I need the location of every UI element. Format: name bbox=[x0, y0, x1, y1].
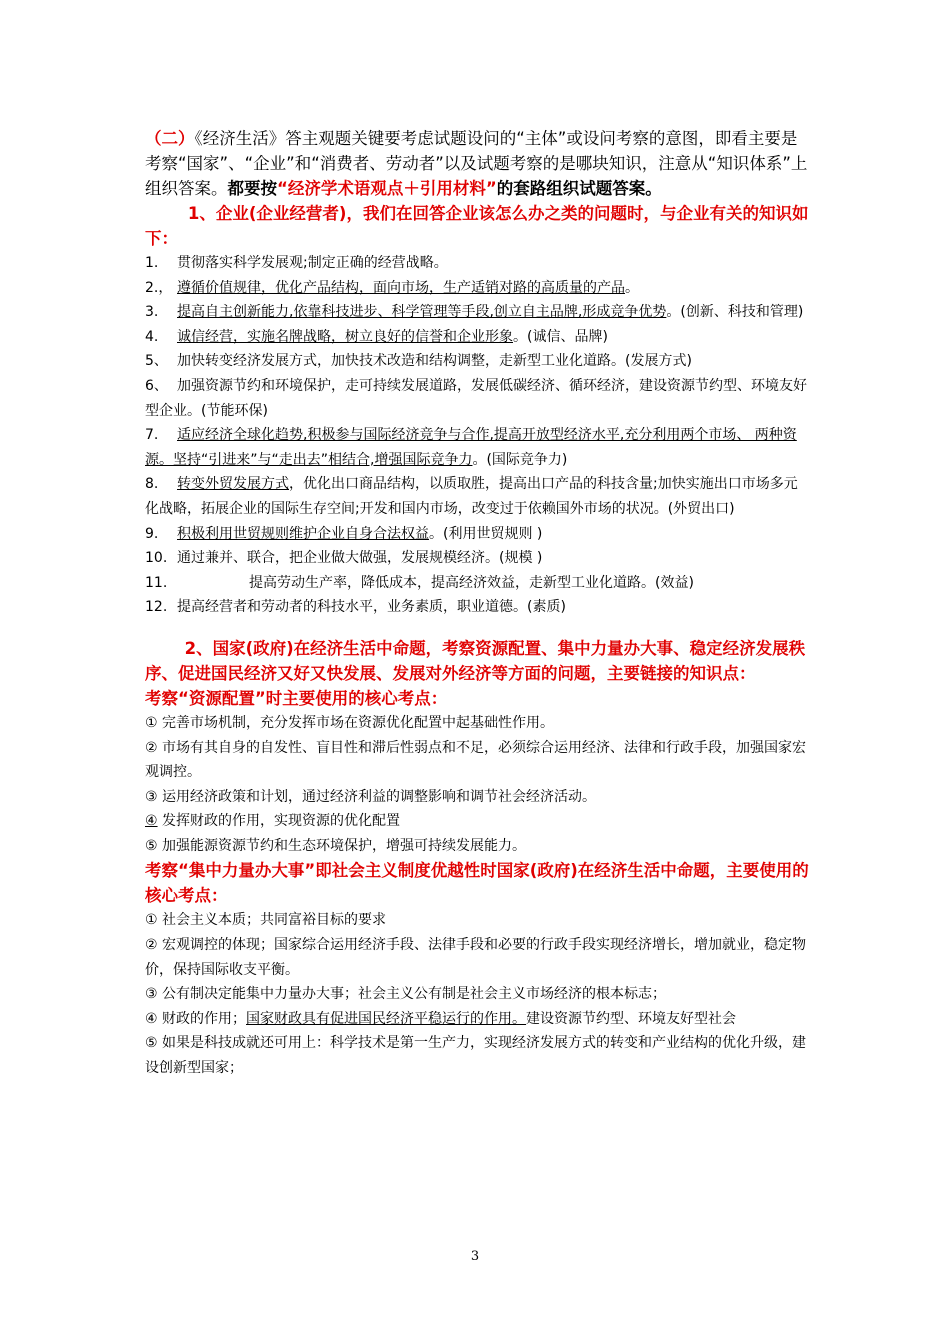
section2-heading: 2、国家(政府)在经济生活中命题，考察资源配置、集中力量办大事、稳定经济发展秩序、促进国民经济又好又快发展、发展对外经济等方面的问题，主要链接的知识点： bbox=[145, 638, 806, 683]
document-page bbox=[145, 126, 810, 1081]
section2-list1 bbox=[145, 711, 810, 859]
item-number: 4. bbox=[145, 328, 159, 345]
intro-body: 《经济生活》答主观题关键要考虑试题设问的“主体”或设问考察的意图，即看主要是考察“国家”、“企业”和“消费者、劳动者”以及试题考察的是哪块知识，注意从“知识体系”上组织答案。 bbox=[145, 129, 808, 198]
item-text: 。(诚信、品牌) bbox=[513, 328, 608, 345]
list-item bbox=[145, 300, 810, 325]
item-text: ，优化出口商品结构，以质取胜，提高出口产品的科技含量;加快实施出口市场多元化战略，拓展企业的国际生存空间;开发和国内市场，改变过于依赖国外市场的状况。(外贸出口) bbox=[145, 476, 798, 517]
list-item: ① 社会主义本质；共同富裕目标的要求 bbox=[145, 912, 386, 929]
item-text: 提高劳动生产率，降低成本，提高经济效益，走新型工业化道路。(效益) bbox=[249, 574, 694, 591]
section2-sub1: 考察“资源配置”时主要使用的核心考点： bbox=[145, 688, 448, 708]
list-item: ③ 运用经济政策和计划，通过经济利益的调整影响和调节社会经济活动。 bbox=[145, 788, 596, 805]
section1-list bbox=[145, 251, 810, 620]
item-underlined-text: 积极利用世贸规则维护企业自身合法权益 bbox=[177, 525, 429, 542]
item-number: 5、 bbox=[145, 353, 168, 370]
item-number: 8. bbox=[145, 476, 159, 493]
list-item: ② 宏观调控的体现；国家综合运用经济手段、法律手段和必要的行政手段实现经济增长，增加就业，稳定物价，保持国际收支平衡。 bbox=[145, 937, 806, 978]
list-item bbox=[145, 374, 810, 423]
list-item bbox=[145, 325, 810, 350]
item-number: 6、 bbox=[145, 377, 168, 394]
item-number: 12. bbox=[145, 599, 168, 616]
item-number: 2.， bbox=[145, 279, 173, 296]
item-underlined-text: 转变外贸发展方式 bbox=[177, 476, 289, 493]
item-underlined-text: 遵循价值规律，优化产品结构，面向市场，生产适销对路的高质量的产品 bbox=[177, 279, 625, 296]
item-text: 。(国际竞争力) bbox=[472, 451, 568, 468]
item-number: 9. bbox=[145, 525, 159, 542]
intro-marker: （二） bbox=[145, 129, 195, 148]
list-item bbox=[145, 472, 810, 521]
list-item: ⑤ 加强能源资源节约和生态环境保护，增强可持续发展能力。 bbox=[145, 837, 526, 854]
list-item: ③ 公有制决定能集中力量办大事；社会主义公有制是社会主义市场经济的根本标志； bbox=[145, 986, 666, 1003]
item-number: 11. bbox=[145, 574, 168, 591]
intro-formula: “经济学术语观点＋引用材料” bbox=[277, 179, 497, 198]
item-number: 3. bbox=[145, 304, 159, 321]
list-item: ④ 财政的作用；国家财政具有促进国民经济平稳运行的作用。建设资源节约型、环境友好型社会 bbox=[145, 1010, 737, 1027]
list-item bbox=[145, 349, 810, 374]
item-underlined-text: 提高自主创新能力,依靠科技进步、科学管理等手段,创立自主品牌,形成竞争优势 bbox=[177, 304, 667, 321]
item-number: 1. bbox=[145, 255, 159, 271]
list-item: ⑤ 如果是科技成就还可用上：科学技术是第一生产力，实现经济发展方式的转变和产业结构的优化升级，建设创新型国家； bbox=[145, 1035, 806, 1077]
section2-sub2: 考察“集中力量办大事”即社会主义制度优越性时国家(政府)在经济生活中命题，主要使用的核心考点： bbox=[145, 861, 809, 906]
list-item bbox=[145, 522, 810, 547]
list-item bbox=[145, 546, 810, 571]
item-text: 提高经营者和劳动者的科技水平，业务素质，职业道德。(素质) bbox=[177, 599, 566, 616]
list-item bbox=[145, 571, 810, 596]
section1-heading: 1、企业(企业经营者)，我们在回答企业该怎么办之类的问题时，与企业有关的知识如下： bbox=[145, 204, 809, 248]
list-item bbox=[145, 595, 810, 620]
item-text: 。 bbox=[625, 279, 639, 296]
list-item bbox=[145, 276, 810, 301]
list-item: ④ 发挥财政的作用，实现资源的优化配置 bbox=[145, 813, 401, 830]
intro-paragraph bbox=[145, 126, 810, 201]
item-text: 通过兼并、联合，把企业做大做强，发展规模经济。(规模 ) bbox=[177, 550, 543, 567]
list-item: ② 市场有其自身的自发性、盲目性和滞后性弱点和不足，必须综合运用经济、法律和行政手段，加强国家宏观调控。 bbox=[145, 739, 806, 781]
item-text: 。(利用世贸规则 ) bbox=[429, 525, 543, 542]
list-item bbox=[145, 423, 810, 472]
item-number: 10. bbox=[145, 550, 168, 567]
item-text: 贯彻落实科学发展观;制定正确的经营战略。 bbox=[177, 255, 448, 271]
intro-emph: 都要按 bbox=[227, 179, 277, 198]
item-number: 7. bbox=[145, 427, 159, 444]
list-item: ① 完善市场机制，充分发挥市场在资源优化配置中起基础性作用。 bbox=[145, 714, 554, 731]
item-text: 加快转变经济发展方式，加快技术改造和结构调整，走新型工业化道路。(发展方式) bbox=[177, 353, 692, 370]
section2-list2 bbox=[145, 908, 810, 1006]
intro-tail: 的套路组织试题答案。 bbox=[496, 179, 662, 198]
page-number: 3 bbox=[470, 1249, 480, 1264]
item-text: 加强资源节约和环境保护，走可持续发展道路，发展低碳经济、循环经济，建设资源节约型、环境友好型企业。(节能环保) bbox=[145, 377, 807, 419]
item-underlined-text: 适应经济全球化趋势,积极参与国际经济竞争与合作,提高开放型经济水平,充分利用两个市场、 两种资源。坚持“引进来”与“走出去”相结合,增强国际竞争力 bbox=[145, 427, 797, 468]
list-item bbox=[145, 251, 810, 276]
item-text: 。(创新、科技和管理) bbox=[666, 304, 804, 321]
item-underlined-text: 诚信经营，实施名牌战略，树立良好的信誉和企业形象 bbox=[177, 328, 513, 345]
